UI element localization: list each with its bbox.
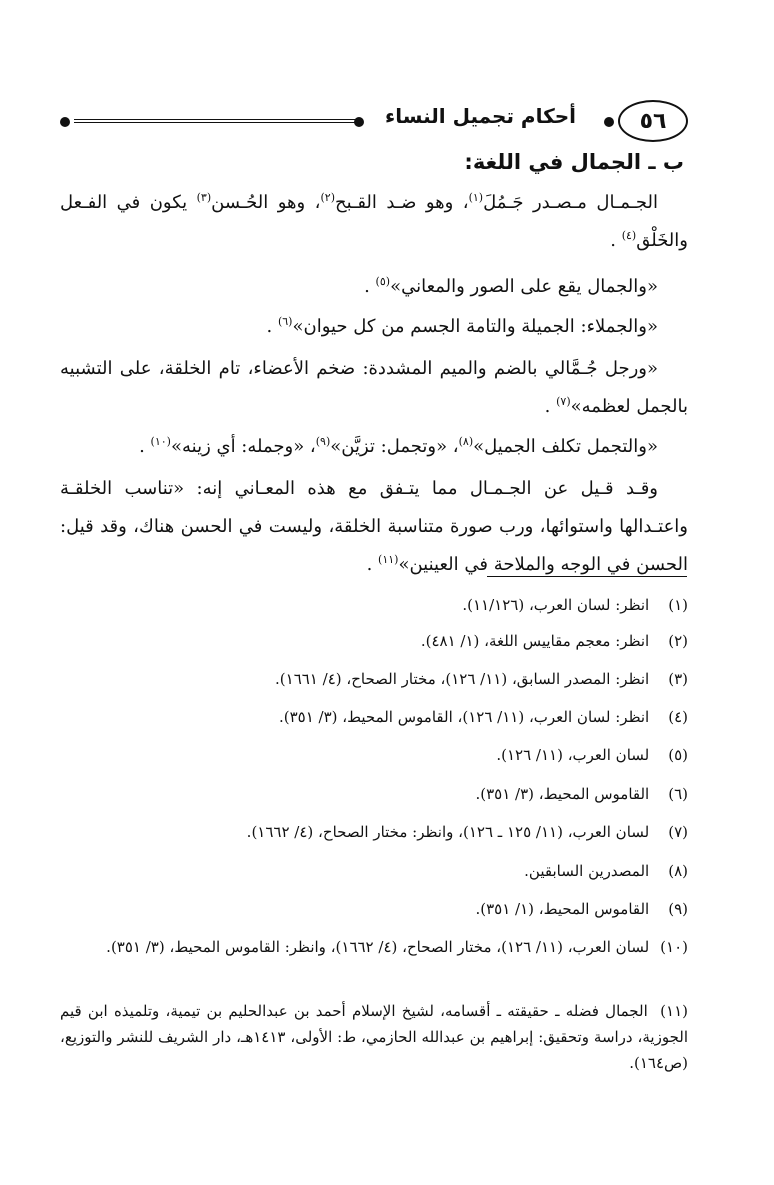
paragraph-6: وقـد قـيل عن الجـمـال مما يتـفق مع هذه المعـاني إنه: «تناسب الخلقـة واعتـدالها واستوائها، ورب صورة متناسبة الخلقة، وليست في الحسن هناك، وقد قيل: الحسن في الوجه والملاحة في العينين»$^{(١١)}$ . <box>60 478 688 575</box>
paragraph-2: «والجمال يقع على الصور والمعاني»$^{(٥)}$ . <box>364 275 658 297</box>
paragraph-4: «ورجل جُـمَّالي بالضم والميم المشددة: ضخم الأعضاء، تام الخلقة، على التشبيه بالجمل لعظمه»$^{(٧)}$ . <box>60 358 688 417</box>
footnote-3 <box>60 666 688 692</box>
page-header <box>60 98 688 142</box>
paragraph-5: «والتجمل تكلف الجميل»$^{(٨)}$، «وتجمل: تزيَّن»$^{(٩)}$، «وجمله: أي زينه»$^{(١٠)}$ . <box>139 435 658 457</box>
footnote-text: لسان العرب، (١١/ ١٢٦)، مختار الصحاح، (٤/ ١٦٦٢)، وانظر: القاموس المحيط، (٣/ ٣٥١). <box>106 938 650 956</box>
footnote-number: (٩) <box>668 900 688 918</box>
section-heading: ب ـ الجمال في اللغة: <box>464 150 684 174</box>
footnote-7 <box>60 819 688 845</box>
footnote-1 <box>60 592 688 618</box>
footnote-number: (٢) <box>668 632 688 650</box>
footnote-number: (١٠) <box>660 938 688 956</box>
footnote-number: (٧) <box>668 823 688 841</box>
footnote-number: (٣) <box>668 670 688 688</box>
header-dot-left <box>60 117 70 127</box>
paragraph-3: «والجملاء: الجميلة والتامة الجسم من كل حيوان»$^{(٦)}$ . <box>266 315 658 337</box>
footnote-9 <box>60 896 688 922</box>
footnote-text: لسان العرب، (١١/ ١٢٦). <box>496 746 650 764</box>
footnote-number: (٦) <box>668 785 688 803</box>
footnote-text: انظر: المصدر السابق، (١١/ ١٢٦)، مختار الصحاح، (٤/ ١٦٦١). <box>275 670 650 688</box>
footnote-text: المصدرين السابقين. <box>524 862 650 880</box>
footnote-5 <box>60 742 688 768</box>
footnote-11 <box>60 998 688 1076</box>
header-dot-right <box>604 117 614 127</box>
footnote-text: انظر: لسان العرب، (١١/١٢٦). <box>462 596 650 614</box>
footnote-number: (١) <box>668 596 688 614</box>
page-number: ٥٦ <box>618 100 688 142</box>
footnote-8 <box>60 858 688 884</box>
footnote-text: لسان العرب، (١١/ ١٢٥ ـ ١٢٦)، وانظر: مختار الصحاح، (٤/ ١٦٦٢). <box>246 823 650 841</box>
footnote-text: القاموس المحيط، (١/ ٣٥١). <box>475 900 650 918</box>
footnote-text: الجمال فضله ـ حقيقته ـ أقسامه، لشيخ الإسلام أحمد بن عبدالحليم بن تيمية، وتلميذه ابن قيم الجوزية، دراسة وتحقيق: إبراهيم بن عبدالله الحازمي، ط: الأولى، ١٤١٣هـ، دار الشريف للنشر والتوزيع، (ص١٦٤). <box>60 1002 688 1072</box>
footnote-2 <box>60 628 688 654</box>
footnote-separator <box>487 576 687 577</box>
running-title: أحكام تجميل النساء <box>385 104 576 128</box>
footnote-text: القاموس المحيط، (٣/ ٣٥١). <box>475 785 650 803</box>
footnote-number: (٨) <box>668 862 688 880</box>
footnote-number: (١١) <box>660 1002 688 1020</box>
footnote-10 <box>60 934 688 960</box>
footnote-4 <box>60 704 688 730</box>
footnote-text: انظر: معجم مقاييس اللغة، (١/ ٤٨١). <box>420 632 650 650</box>
footnote-6 <box>60 781 688 807</box>
footnote-number: (٥) <box>668 746 688 764</box>
footnote-number: (٤) <box>668 708 688 726</box>
footnote-text: انظر: لسان العرب، (١١/ ١٢٦)، القاموس المحيط، (٣/ ٣٥١). <box>278 708 650 726</box>
paragraph-1: الجـمـال مـصـدر جَـمُلَ$^{(١)}$، وهو ضـد القـبح$^{(٢)}$، وهو الحُـسن$^{(٣)}$ يكون في الفـعل والخَلْق$^{(٤)}$ . <box>60 191 688 251</box>
header-double-rule <box>74 119 360 125</box>
